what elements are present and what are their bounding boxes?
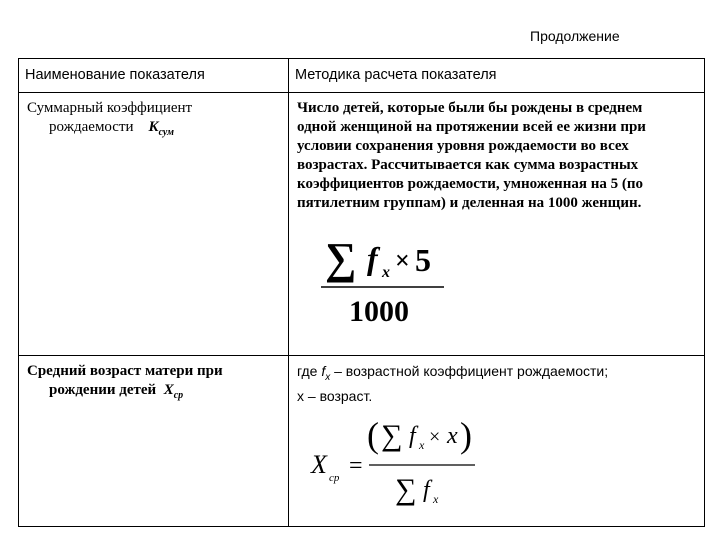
f-symbol: f: [423, 476, 430, 503]
continuation-caption: Продолжение: [530, 28, 620, 44]
method-line: пятилетним группам) и деленная на 1000 женщин.: [297, 195, 642, 211]
indicator-name-cell: [19, 356, 289, 527]
left-paren: (: [367, 414, 379, 455]
table-row: [19, 93, 705, 356]
indicator-name-line2: [27, 381, 280, 405]
indicator-table: [18, 58, 705, 527]
f-subscript: x: [382, 264, 390, 281]
method-line: одной женщиной на протяжении всей ее жизни при: [297, 119, 646, 135]
indicator-symbol-sub: ср: [173, 390, 184, 401]
lhs-symbol: X: [311, 449, 327, 479]
five-value: 5: [415, 242, 431, 278]
equals-symbol: =: [349, 452, 363, 479]
indicator-name-word: рождаемости: [49, 119, 134, 135]
method-line: условии сохранения уровня рождаемости во всех: [297, 138, 629, 154]
times-symbol: ×: [429, 425, 441, 448]
method-line: x – возраст.: [297, 387, 373, 404]
x-symbol: x: [447, 422, 458, 449]
method-cell: [289, 356, 705, 527]
indicator-name-word: рождении детей: [49, 382, 157, 398]
indicator-name-line1: Суммарный коэффициент: [27, 100, 193, 116]
table-row: [19, 356, 705, 527]
method-f: f: [321, 363, 326, 379]
lhs-subscript: ср: [329, 471, 340, 484]
tfr-formula: [319, 225, 519, 335]
sigma-symbol: ∑: [395, 472, 417, 506]
header-indicator-name: Наименование показателя: [19, 59, 289, 93]
indicator-symbol: X: [163, 382, 174, 398]
times-symbol: ×: [395, 246, 410, 275]
method-line: коэффициентов рождаемости, умноженная на 5 (по: [297, 176, 643, 192]
indicator-symbol: K: [148, 119, 159, 135]
method-rest: – возрастной коэффициент рождаемости;: [330, 363, 609, 379]
right-paren: ): [460, 414, 472, 455]
f-subscript: x: [419, 437, 425, 452]
method-cell: [289, 93, 705, 356]
sigma-symbol: ∑: [381, 418, 403, 452]
indicator-symbol-sub: сум: [158, 127, 174, 138]
indicator-name-line2: [27, 118, 280, 142]
method-prefix: где: [297, 363, 318, 379]
sigma-symbol: ∑: [325, 234, 357, 283]
header-calculation-method: Методика расчета показателя: [289, 59, 705, 93]
f-symbol: f: [367, 240, 378, 276]
method-line: возрастах. Рассчитывается как сумма возрастных: [297, 157, 639, 173]
method-line: Число детей, которые были бы рождены в среднем: [297, 100, 643, 116]
f-subscript: x: [433, 491, 439, 506]
f-symbol: f: [409, 422, 416, 449]
denominator-value: 1000: [349, 295, 409, 328]
indicator-name-cell: [19, 93, 289, 356]
mean-age-formula: [309, 415, 509, 510]
table-header-row: [19, 59, 705, 93]
indicator-name-line1: Средний возраст матери при: [27, 363, 223, 379]
method-line: [297, 362, 696, 387]
method-f-sub: x: [325, 371, 331, 383]
